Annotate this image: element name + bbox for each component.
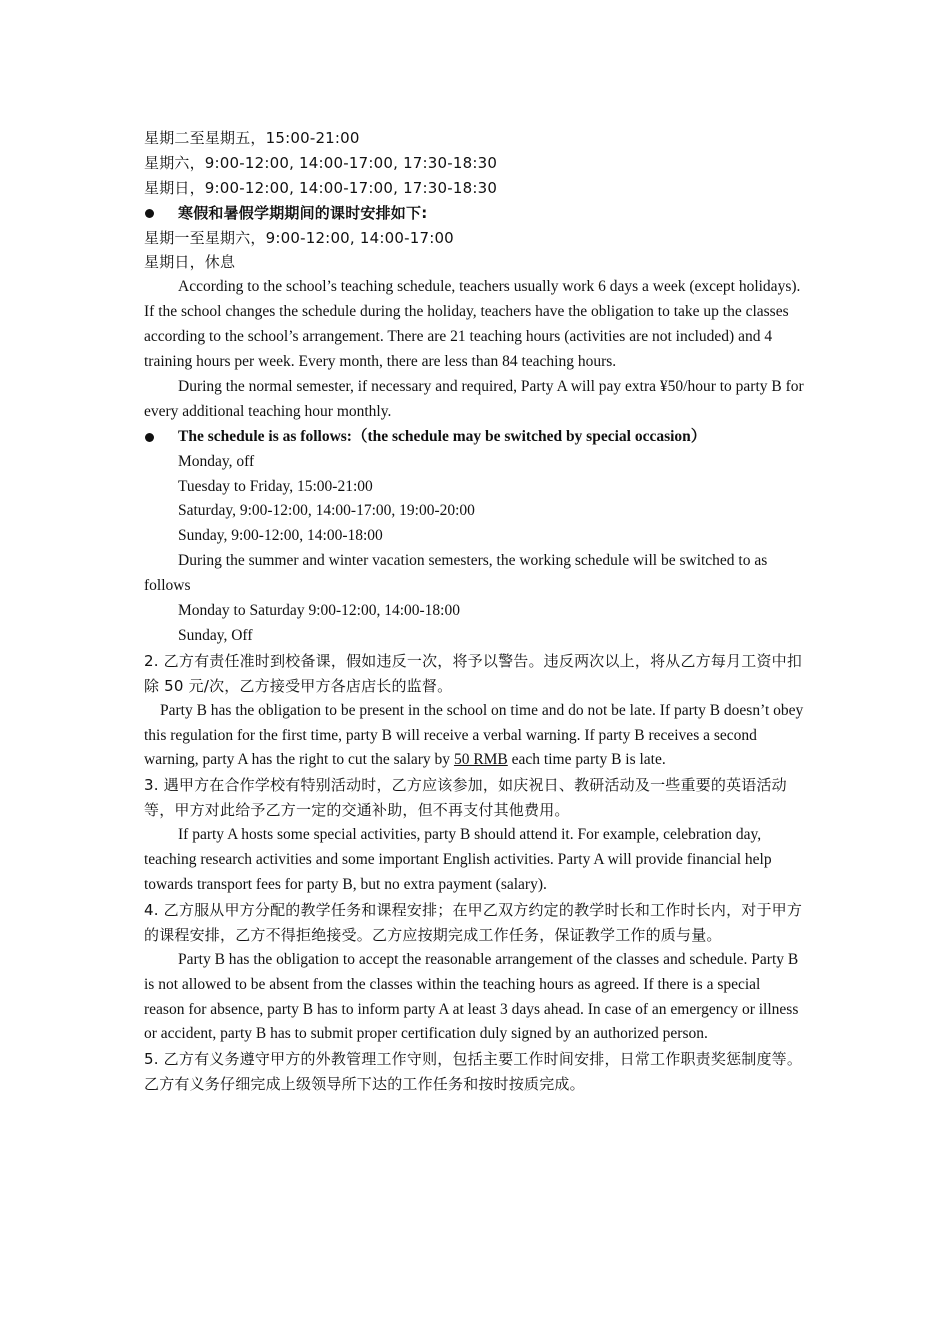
en-schedule-heading-item bbox=[144, 425, 804, 450]
clause-5-zh: 5. 乙方有义务遵守甲方的外教管理工作守则，包括主要工作时间安排，日常工作职责奖惩制度等。乙方有义务仔细完成上级领导所下达的工作任务和按时按质完成。 bbox=[144, 1050, 803, 1094]
clause-4-zh: 4. 乙方服从甲方分配的教学任务和课程安排；在甲乙双方约定的教学时长和工作时长内，对于甲方的课程安排，乙方不得拒绝接受。乙方应按期完成工作任务，保证教学工作的质与量。 bbox=[144, 900, 803, 944]
clause-2-en-tail: each time party B is late. bbox=[507, 751, 666, 769]
extra-pay-paragraph: During the normal semester, if necessary and required, Party A will pay extra ¥50/hour to party B for every additional teaching hour monthly. bbox=[144, 377, 804, 420]
clause-3-zh: 3. 遇甲方在合作学校有特别活动时，乙方应该参加，如庆祝日、教研活动及一些重要的英语活动等，甲方对此给予乙方一定的交通补助，但不再支付其他费用。 bbox=[144, 776, 787, 820]
document-body bbox=[144, 126, 804, 1097]
en-vacation-mon-sat: Monday to Saturday 9:00-12:00, 14:00-18:00 bbox=[178, 602, 460, 620]
clause-4-en: Party B has the obligation to accept the reasonable arrangement of the classes and schedule. Party B is not allowed to be absent from the classes within the teaching hours as agreed. If there is a special reason for absence, party B has to inform party A at least 3 days ahead. In case of an emergency or illness or accident, party B has to submit proper certification duly signed by an authorized person. bbox=[144, 950, 799, 1043]
zh-vacation-mon-sat: 星期一至星期六，9:00-12:00, 14:00-17:00 bbox=[144, 228, 454, 247]
zh-schedule-sun: 星期日，9:00-12:00, 14:00-17:00, 17:30-18:30 bbox=[144, 178, 498, 197]
clause-3-en: If party A hosts some special activities, party B should attend it. For example, celebration day, teaching research activities and some important English activities. Party A will provide financial help towards transport fees for party B, but no extra payment (salary). bbox=[144, 826, 772, 893]
en-schedule-monday: Monday, off bbox=[178, 452, 255, 470]
clause-2-fine-amount: 50 RMB bbox=[453, 751, 508, 769]
en-vacation-sun: Sunday, Off bbox=[178, 626, 253, 644]
clause-2-zh: 2. 乙方有责任准时到校备课，假如违反一次，将予以警告。违反两次以上，将从乙方每月工资中扣除 50 元/次，乙方接受甲方各店店长的监督。 bbox=[144, 651, 803, 695]
en-schedule-sat: Saturday, 9:00-12:00, 14:00-17:00, 19:00-20:00 bbox=[178, 502, 475, 520]
zh-schedule-tue-fri: 星期二至星期五，15:00-21:00 bbox=[144, 129, 360, 147]
en-schedule-tue-fri: Tuesday to Friday, 15:00-21:00 bbox=[178, 477, 373, 495]
clause-2-en bbox=[144, 699, 804, 774]
zh-vacation-sun: 星期日，休息 bbox=[144, 253, 236, 272]
zh-vacation-heading-item bbox=[144, 201, 804, 226]
en-schedule-heading: The schedule is as follows:（the schedule may be switched by special occasion） bbox=[178, 427, 707, 445]
zh-schedule-sat: 星期六，9:00-12:00, 14:00-17:00, 17:30-18:30 bbox=[144, 153, 498, 172]
bullet-icon bbox=[145, 209, 154, 218]
en-vacation-intro: During the summer and winter vacation semesters, the working schedule will be switched to as follows bbox=[144, 552, 768, 595]
en-schedule-sun: Sunday, 9:00-12:00, 14:00-18:00 bbox=[178, 527, 383, 545]
clause-2-en-text: Party B has the obligation to be present in the school on time and do not be late. If party B doesn’t obey this regulation for the first time, party B will receive a verbal warning. If party B receives a second warning, party A has the right to cut the salary by bbox=[144, 701, 804, 769]
teaching-schedule-paragraph: According to the school’s teaching schedule, teachers usually work 6 days a week (except holidays). If the school changes the schedule during the holiday, teachers have the obligation to take up the classes according to the school’s arrangement. There are 21 teaching hours (activities are not included) and 4 training hours per week. Every month, there are less than 84 teaching hours. bbox=[144, 278, 801, 371]
zh-vacation-heading: 寒假和暑假学期期间的课时安排如下: bbox=[178, 203, 428, 222]
bullet-icon bbox=[145, 433, 154, 442]
